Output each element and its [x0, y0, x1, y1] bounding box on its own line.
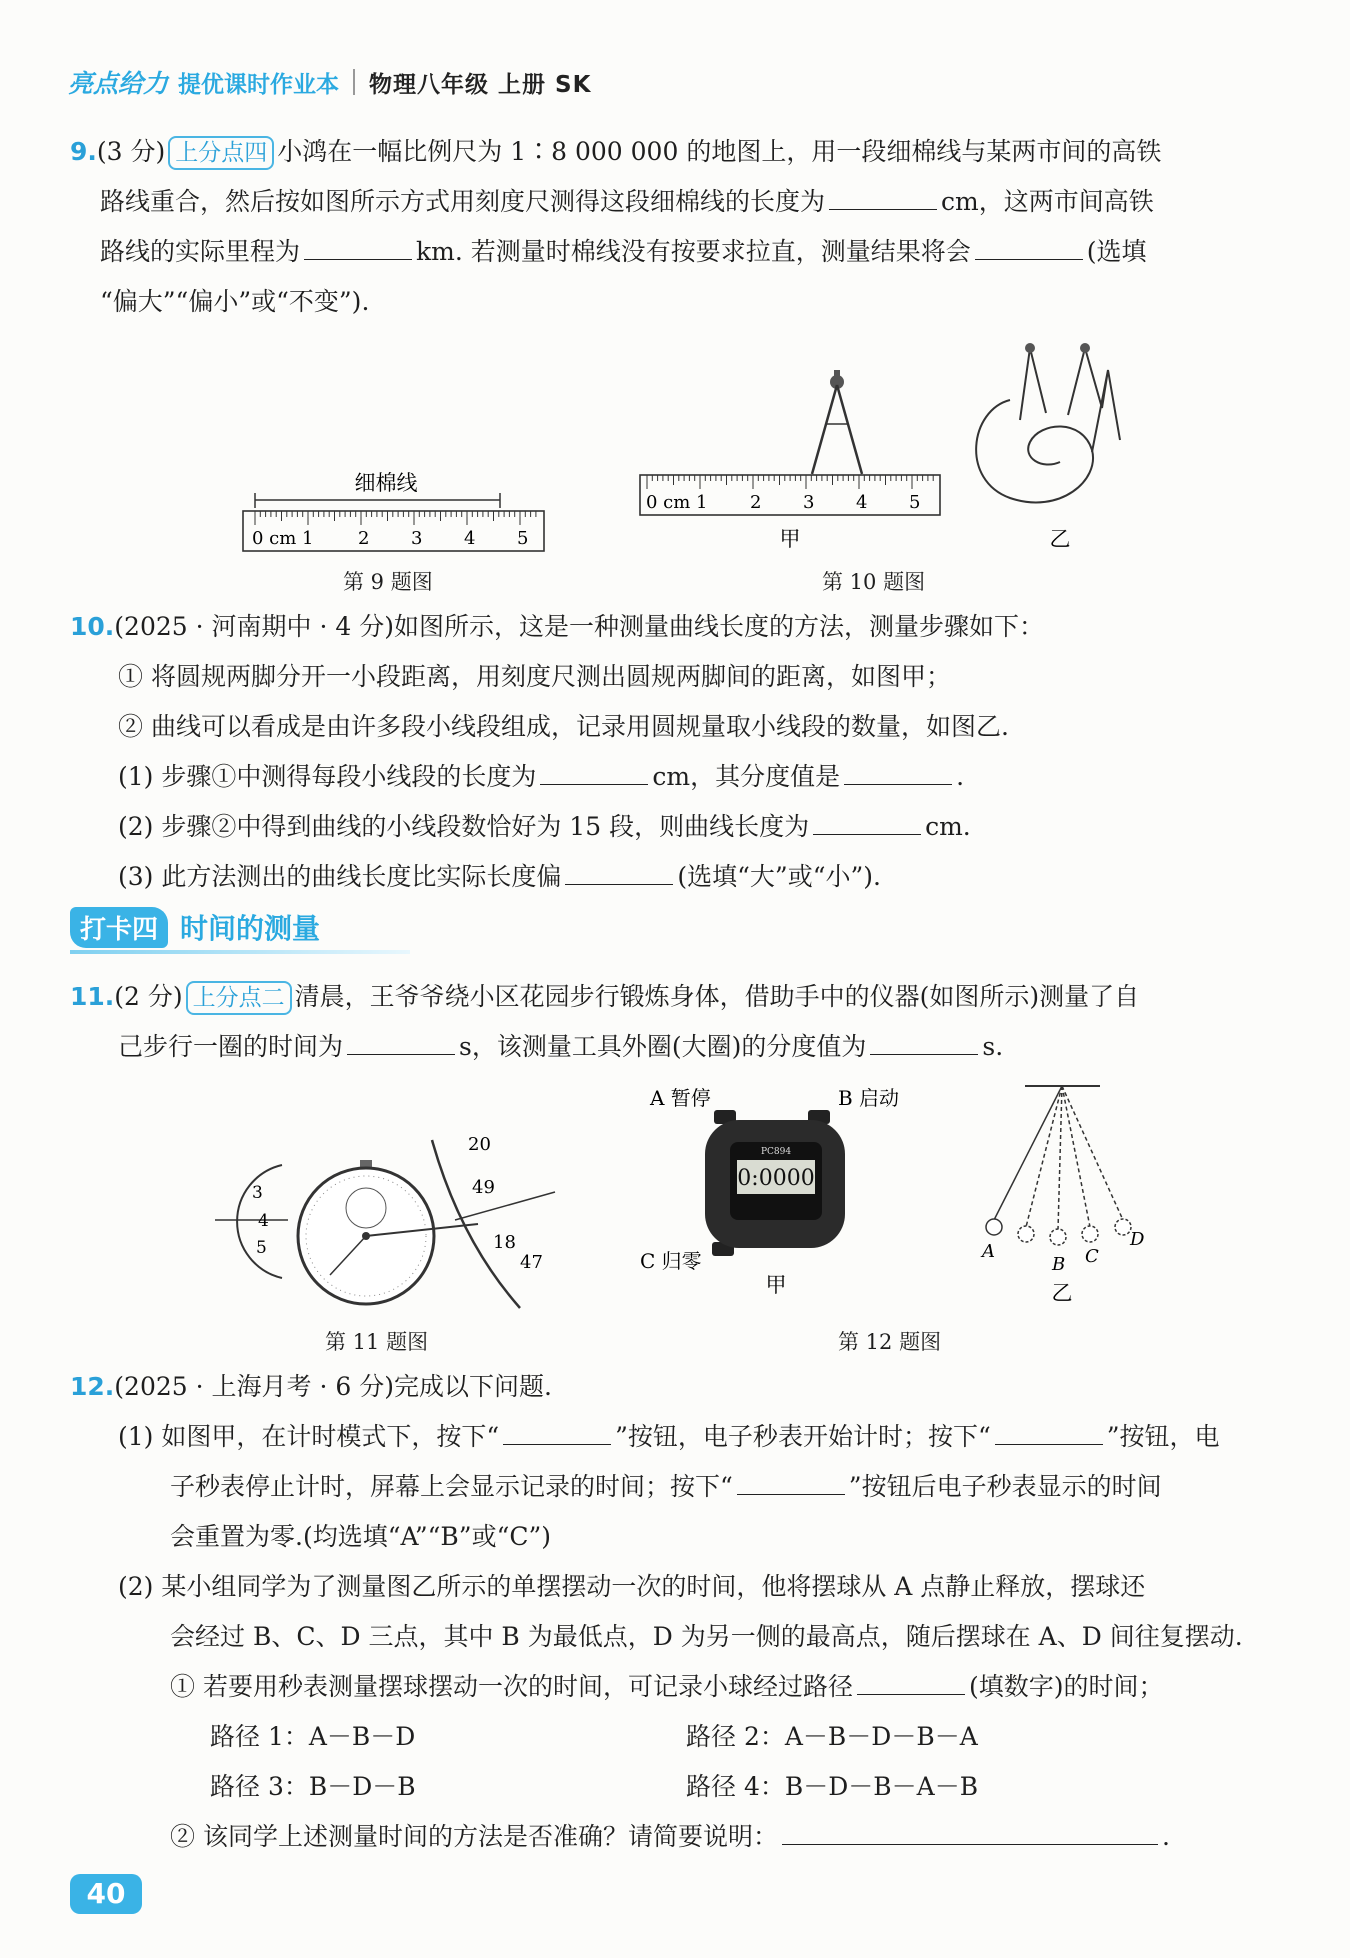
text: (选填	[1086, 237, 1147, 266]
q12-line-1	[70, 1367, 552, 1407]
path-option-3: 路径 3：B－D－B	[210, 1772, 416, 1801]
q10-line-1	[70, 607, 1044, 647]
answer-blank[interactable]	[737, 1468, 845, 1495]
button-a-label: A 暂停	[650, 1086, 711, 1110]
point-tag: 上分点二	[186, 981, 292, 1015]
q9-line-1	[70, 132, 1161, 172]
text: 子秒表停止计时，屏幕上会显示记录的时间；按下“	[170, 1472, 733, 1501]
pendulum-string	[1062, 1086, 1123, 1220]
text: s，该测量工具外圈(大圈)的分度值为	[459, 1032, 867, 1061]
figure-11-caption: 第 11 题图	[325, 1330, 429, 1354]
text: ”按钮，电子秒表开始计时；按下“	[615, 1422, 991, 1451]
answer-blank[interactable]	[503, 1418, 611, 1445]
score: (2 分)	[114, 982, 183, 1011]
q12-part-1-line-1	[118, 1417, 1220, 1457]
point-label: B	[1052, 1254, 1066, 1275]
tick-label: 5	[909, 492, 921, 513]
text: cm，其分度值是	[652, 762, 841, 791]
pendulum-string	[1058, 1086, 1062, 1230]
question-number: 12.	[70, 1372, 115, 1401]
pendulum-string	[994, 1086, 1062, 1220]
outer-pointer	[455, 1192, 555, 1220]
ruler-ticks	[647, 475, 933, 489]
text: (2) 步骤②中得到曲线的小线段数恰好为 15 段，则曲线长度为	[118, 812, 810, 841]
answer-blank[interactable]	[995, 1418, 1103, 1445]
text: km. 若测量时棉线没有按要求拉直，测量结果将会	[416, 237, 971, 266]
q10-step-2: ② 曲线可以看成是由许多段小线段组成，记录用圆规量取小线段的数量，如图乙.	[118, 712, 1009, 741]
page-header	[68, 62, 591, 102]
q12-part-1-line-3: 会重置为零.(均选填“A”“B”或“C”)	[170, 1522, 552, 1551]
tick-label: 2	[358, 528, 370, 549]
compass-head	[1080, 343, 1090, 353]
pendulum-ball	[1115, 1219, 1131, 1235]
path-option-2: 路径 2：A－B－D－B－A	[686, 1722, 978, 1751]
q12-sub-1	[170, 1667, 1163, 1707]
answer-blank[interactable]	[870, 1028, 978, 1055]
point-label: A	[982, 1241, 995, 1262]
spiral-curve	[976, 400, 1093, 502]
section-badge: 打卡四	[70, 907, 168, 948]
answer-blank[interactable]	[347, 1028, 455, 1055]
q9-line-2	[100, 182, 1154, 222]
section-title: 时间的测量	[180, 912, 321, 945]
text: s.	[982, 1032, 1004, 1061]
point-tag: 上分点四	[168, 136, 274, 170]
q12-part-2-line-1: (2) 某小组同学为了测量图乙所示的单摆摆动一次的时间，他将摆球从 A 点静止释放，摆球还	[118, 1572, 1146, 1601]
question-number: 10.	[70, 612, 115, 641]
text: (1) 如图甲，在计时模式下，按下“	[118, 1422, 500, 1451]
figure-label-jia: 甲	[765, 1273, 787, 1297]
figure-label-yi: 乙	[1051, 1281, 1073, 1305]
compass-head	[1025, 343, 1035, 353]
text: (2025 · 河南期中 · 4 分)如图所示，这是一种测量曲线长度的方法，测量步骤如下：	[114, 612, 1044, 641]
text: cm.	[925, 812, 971, 841]
tick-label: 0 cm 1	[646, 492, 708, 513]
text: 路线的实际里程为	[100, 237, 301, 266]
pendulum-string	[1026, 1086, 1062, 1227]
tick-label: 4	[464, 528, 476, 549]
lcd-time: 0:0000	[737, 1166, 815, 1191]
question-number: 11.	[70, 982, 115, 1011]
course-title: 物理八年级 上册 SK	[369, 71, 592, 98]
q9-line-4	[100, 282, 369, 322]
point-label: C	[1085, 1246, 1099, 1267]
text: (1) 步骤①中测得每段小线段的长度为	[118, 762, 537, 791]
path-option-4: 路径 4：B－D－B－A－B	[686, 1772, 979, 1801]
section-underline	[70, 950, 410, 954]
q12-part-2-line-2: 会经过 B、C、D 三点，其中 B 为最低点，D 为另一侧的最高点，随后摆球在 A、D 间往复摆动.	[170, 1622, 1243, 1651]
text: 路线重合，然后按如图所示方式用刻度尺测得这段细棉线的长度为	[100, 187, 826, 216]
outer-label: 20	[468, 1134, 491, 1155]
q11-line-2	[118, 1027, 1003, 1067]
text: 小鸿在一幅比例尺为 1∶8 000 000 的地图上，用一段细棉线与某两市间的高铁	[277, 137, 1162, 166]
answer-blank[interactable]	[540, 758, 648, 785]
point-label: D	[1130, 1229, 1145, 1250]
figure-9-ruler	[230, 460, 560, 560]
answer-blank[interactable]	[782, 1818, 1158, 1845]
pendulum-ball	[1082, 1226, 1098, 1242]
pendulum-ball	[1018, 1226, 1034, 1242]
thread-label: 细棉线	[354, 471, 418, 495]
text: 清晨，王爷爷绕小区花园步行锻炼身体，借助手中的仪器(如图所示)测量了自	[294, 982, 1140, 1011]
text: (3) 此方法测出的曲线长度比实际长度偏	[118, 862, 562, 891]
stopwatch-brand: PC894	[760, 1147, 792, 1157]
question-number: 9.	[70, 137, 97, 166]
text: cm，这两市间高铁	[941, 187, 1154, 216]
answer-blank[interactable]	[857, 1668, 965, 1695]
button-c-label: C 归零	[640, 1249, 702, 1273]
outer-label: 47	[520, 1252, 543, 1273]
tick-label: 2	[750, 492, 762, 513]
text: ② 该同学上述测量时间的方法是否准确？请简要说明：	[170, 1822, 778, 1851]
pendulum-ball	[1050, 1229, 1066, 1245]
compass-icon	[812, 370, 862, 474]
inner-label: 5	[256, 1238, 267, 1258]
tick-label: 3	[803, 492, 815, 513]
q12-part-1-line-2	[170, 1467, 1162, 1507]
pendulum-ball	[986, 1219, 1002, 1235]
answer-blank[interactable]	[565, 858, 673, 885]
q12-sub-2	[170, 1817, 1170, 1857]
header-divider	[353, 69, 355, 95]
ruler-ticks	[255, 511, 536, 525]
answer-blank[interactable]	[844, 758, 952, 785]
text: ”按钮，电	[1106, 1422, 1220, 1451]
q9-line-3	[100, 232, 1147, 272]
answer-blank[interactable]	[829, 183, 937, 210]
tick-label: 4	[856, 492, 868, 513]
text: ① 若要用秒表测量摆球摆动一次的时间，可记录小球经过路径	[170, 1672, 853, 1701]
figure-9-caption: 第 9 题图	[343, 570, 433, 594]
figure-11-stopwatch	[210, 1120, 570, 1320]
brand-logo: 亮点给力	[68, 69, 169, 98]
button-b-label: B 启动	[838, 1086, 900, 1110]
answer-blank[interactable]	[304, 233, 412, 260]
score: (3 分)	[96, 137, 166, 166]
tick-label: 0 cm 1	[252, 528, 314, 549]
figure-label-yi: 乙	[1049, 527, 1071, 551]
outer-label: 18	[493, 1232, 516, 1253]
figure-10	[630, 330, 1170, 560]
figure-label-jia: 甲	[779, 527, 801, 551]
text: 己步行一圈的时间为	[118, 1032, 344, 1061]
page-number: 40	[70, 1874, 142, 1914]
q10-step-1: ① 将圆规两脚分开一小段距离，用刻度尺测出圆规两脚间的距离，如图甲；	[118, 662, 951, 691]
q11-line-1	[70, 977, 1139, 1017]
tick-label: 3	[411, 528, 423, 549]
text: (选填“大”或“小”).	[677, 862, 881, 891]
q10-part-3	[118, 857, 881, 897]
q10-part-2	[118, 807, 971, 847]
figure-12-caption: 第 12 题图	[838, 1330, 942, 1354]
figure-10-caption: 第 10 题图	[822, 570, 926, 594]
tick-label: 5	[517, 528, 529, 549]
section-header	[70, 906, 320, 948]
outer-label: 49	[472, 1177, 495, 1198]
text: “偏大”“偏小”或“不变”).	[100, 287, 370, 316]
watch-pivot	[362, 1232, 370, 1240]
figure-12	[630, 1080, 1170, 1320]
path-option-1: 路径 1：A－B－D	[210, 1722, 416, 1751]
inner-label: 4	[258, 1211, 269, 1231]
text: ”按钮后电子秒表显示的时间	[848, 1472, 1162, 1501]
text: (2025 · 上海月考 · 6 分)完成以下问题.	[114, 1372, 552, 1401]
text: (填数字)的时间；	[968, 1672, 1164, 1701]
text: .	[1161, 1822, 1170, 1851]
inner-label: 3	[252, 1183, 263, 1203]
answer-blank[interactable]	[813, 808, 921, 835]
answer-blank[interactable]	[975, 233, 1083, 260]
brand-subtitle: 提优课时作业本	[178, 71, 340, 98]
pendulum-string	[1062, 1086, 1090, 1227]
text: .	[956, 762, 965, 791]
q10-part-1	[118, 757, 964, 797]
